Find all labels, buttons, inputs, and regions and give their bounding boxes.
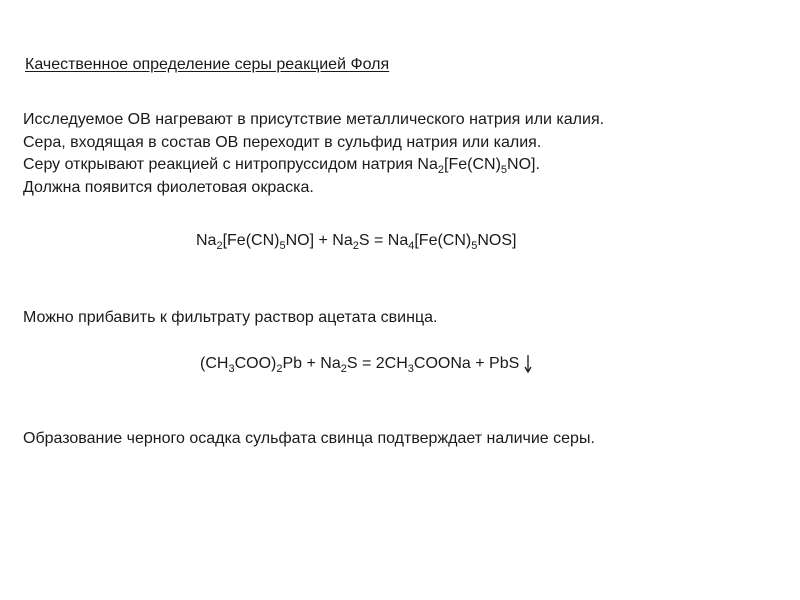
intro-line-3: Серу открывают реакцией с нитропруссидом натрия $Na_2[Fe(CN)_5NO]$.: [23, 156, 540, 176]
slide-title: Качественное определение серы реакцией Фоля: [25, 56, 390, 73]
equation-nitroprusside: $Na_2[Fe(CN)_5NO] + Na_2S = Na_4[Fe(CN)_5NOS]$: [196, 232, 517, 252]
intro-line-2: Сера, входящая в состав ОВ переходит в сульфид натрия или калия.: [23, 133, 542, 151]
intro-paragraph: [23, 109, 604, 199]
intro-line-4: Должна появится фиолетовая окраска.: [23, 178, 314, 196]
equation-lead-acetate: $(CH_3COO)_2Pb + Na_2S$ = $2CH_3COONa$ + PbS: [200, 354, 533, 374]
intro-line-1: Исследуемое ОВ нагревают в присутствие металлического натрия или калия.: [23, 111, 605, 128]
conclusion-text: Образование черного осадка сульфата свинца подтверждает наличие серы.: [23, 430, 595, 447]
down-arrow-icon: [523, 354, 533, 374]
lead-acetate-note: Можно прибавить к фильтрату раствор ацетата свинца.: [23, 309, 438, 326]
